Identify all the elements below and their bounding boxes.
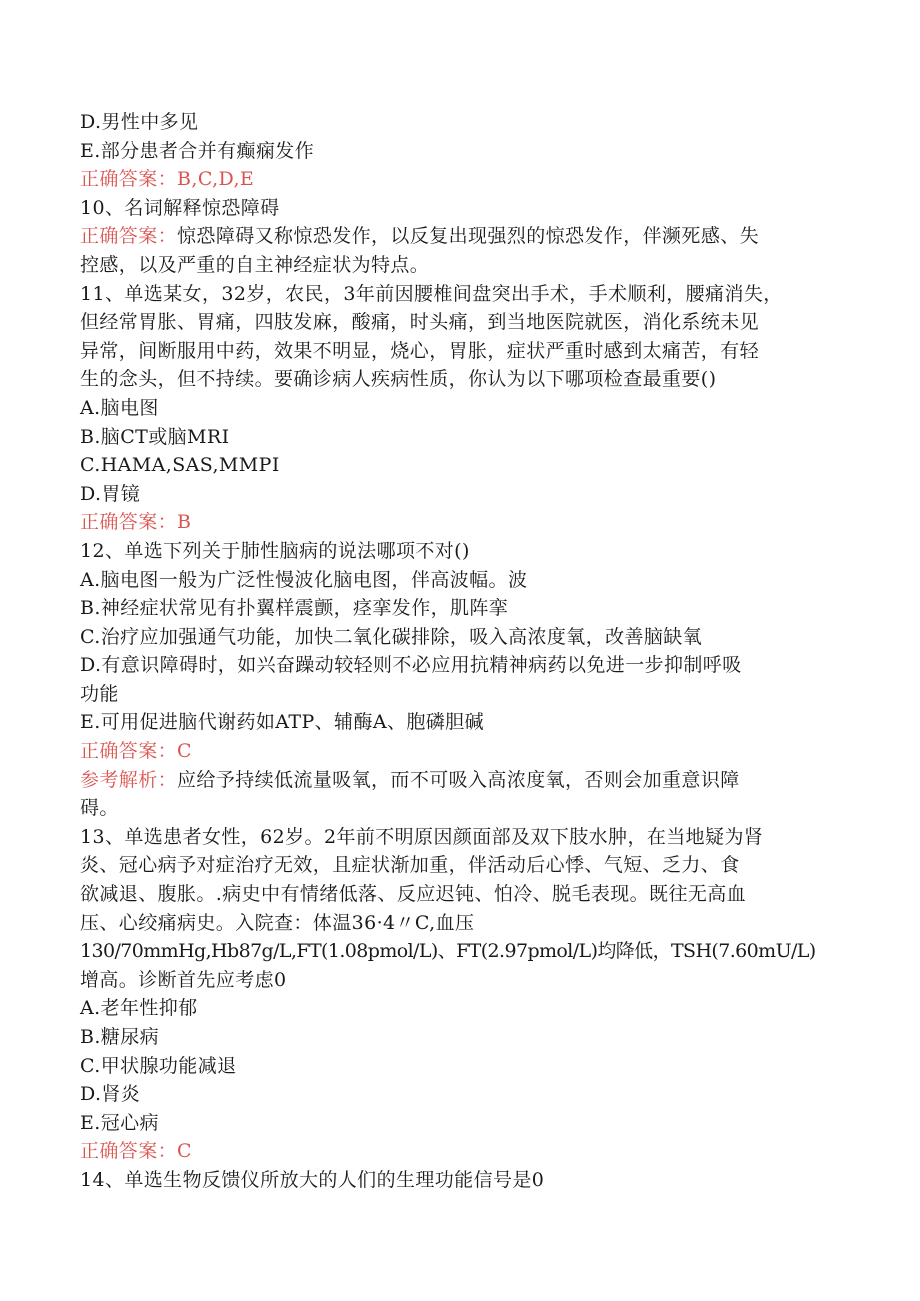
question-title: 13、单选患者女性，62岁。2年前不明原因颜面部及双下肢水肿，在当地疑为肾: [80, 825, 764, 848]
answer-value: 惊恐障碍又称惊恐发作，以反复出现强烈的惊恐发作，伴濒死感、失: [177, 225, 760, 248]
text-line: 功能: [80, 682, 119, 705]
text-line: E.部分患者合并有癫痫发作: [80, 139, 315, 162]
option-item: D.胃镜: [80, 482, 141, 505]
answer-label: 正确答案：: [80, 168, 178, 191]
option-item: C.HAMA,SAS,MMPI: [80, 454, 280, 477]
text-line: 炎、冠心病予对症治疗无效，且症状渐加重，伴活动后心悸、气短、乏力、食: [80, 854, 740, 877]
option-item: B.脑CT或脑MRI: [80, 425, 230, 448]
option-item: B.糖尿病: [80, 1026, 160, 1048]
text-line: 碍。: [80, 797, 119, 820]
question-title: 10、名词解释惊恐障碍: [80, 196, 280, 219]
question-title: 12、单选下列关于肺性脑病的说法哪项不对(): [80, 539, 470, 562]
text-line: 控感，以及严重的自主神经症状为特点。: [80, 253, 430, 276]
document-body: [80, 108, 850, 1195]
answer-line: [80, 222, 850, 251]
question-title: 14、单选生物反馈仪所放大的人们的生理功能信号是0: [80, 1168, 545, 1191]
answer-value: C: [177, 740, 192, 763]
option-item: A.脑电图: [80, 396, 159, 419]
answer-value: B: [177, 511, 192, 534]
answer-label: 正确答案：: [80, 511, 178, 534]
text-line: 增高。诊断首先应考虑0: [80, 968, 287, 991]
text-line: 异常，间断服用中药，效果不明显，烧心，胃胀，症状严重时感到太痛苦，有轻: [80, 339, 760, 362]
answer-label: 正确答案：: [80, 740, 178, 763]
text-line: 生的念头，但不持续。要确诊病人疾病性质，你认为以下哪项检查最重要(): [80, 368, 717, 391]
text-line: D.男性中多见: [80, 111, 199, 133]
explanation-value: 应给予持续低流量吸氧，而不可吸入高浓度氧，否则会加重意识障: [177, 768, 740, 791]
option-item: A.脑电图一般为广泛性慢波化脑电图，伴高波幅。波: [80, 568, 528, 591]
option-item: B.神经症状常见有扑翼样震颤，痉挛发作，肌阵挛: [80, 597, 509, 620]
option-item: E.冠心病: [80, 1111, 159, 1134]
explanation-label: 参考解析：: [80, 768, 178, 791]
answer-label: 正确答案：: [80, 1140, 178, 1163]
answer-line: [80, 1137, 850, 1166]
text-line: 130/70mmHg,Hb87g/L,FT(1.08pmol/L)、FT(2.97pmol/L)均降低，TSH(7.60mU/L): [80, 940, 816, 963]
option-item: C.治疗应加强通气功能，加快二氧化碳排除，吸入高浓度氧，改善脑缺氧: [80, 625, 703, 648]
answer-label: 正确答案：: [80, 225, 178, 248]
answer-value: C: [177, 1140, 192, 1163]
answer-line: [80, 508, 850, 537]
answer-line: [80, 165, 850, 194]
text-line: 压、心绞痛病史。入院查：体温36·4〃C,血压: [80, 911, 475, 934]
explanation-line: [80, 766, 850, 795]
option-item: C.甲状腺功能减退: [80, 1054, 237, 1077]
text-line: 但经常胃胀、胃痛，四肢发麻，酸痛，时头痛，到当地医院就医，消化系统未见: [80, 311, 760, 334]
text-line: 欲减退、腹胀。.病史中有情绪低落、反应迟钝、怕冷、脱毛表现。既往无高血: [80, 883, 747, 906]
answer-value: B,C,D,E: [177, 168, 255, 191]
answer-line: [80, 737, 850, 766]
option-item: E.可用促进脑代谢药如ATP、辅酶A、胞磷胆碱: [80, 711, 484, 734]
option-item: D.有意识障碍时，如兴奋躁动较轻则不必应用抗精神病药以免进一步抑制呼吸: [80, 654, 742, 677]
option-item: D.肾炎: [80, 1083, 141, 1106]
option-item: A.老年性抑郁: [80, 997, 198, 1020]
question-title: 11、单选某女，32岁，农民，3年前因腰椎间盘突出手术，手术顺利，腰痛消失，: [80, 282, 783, 305]
